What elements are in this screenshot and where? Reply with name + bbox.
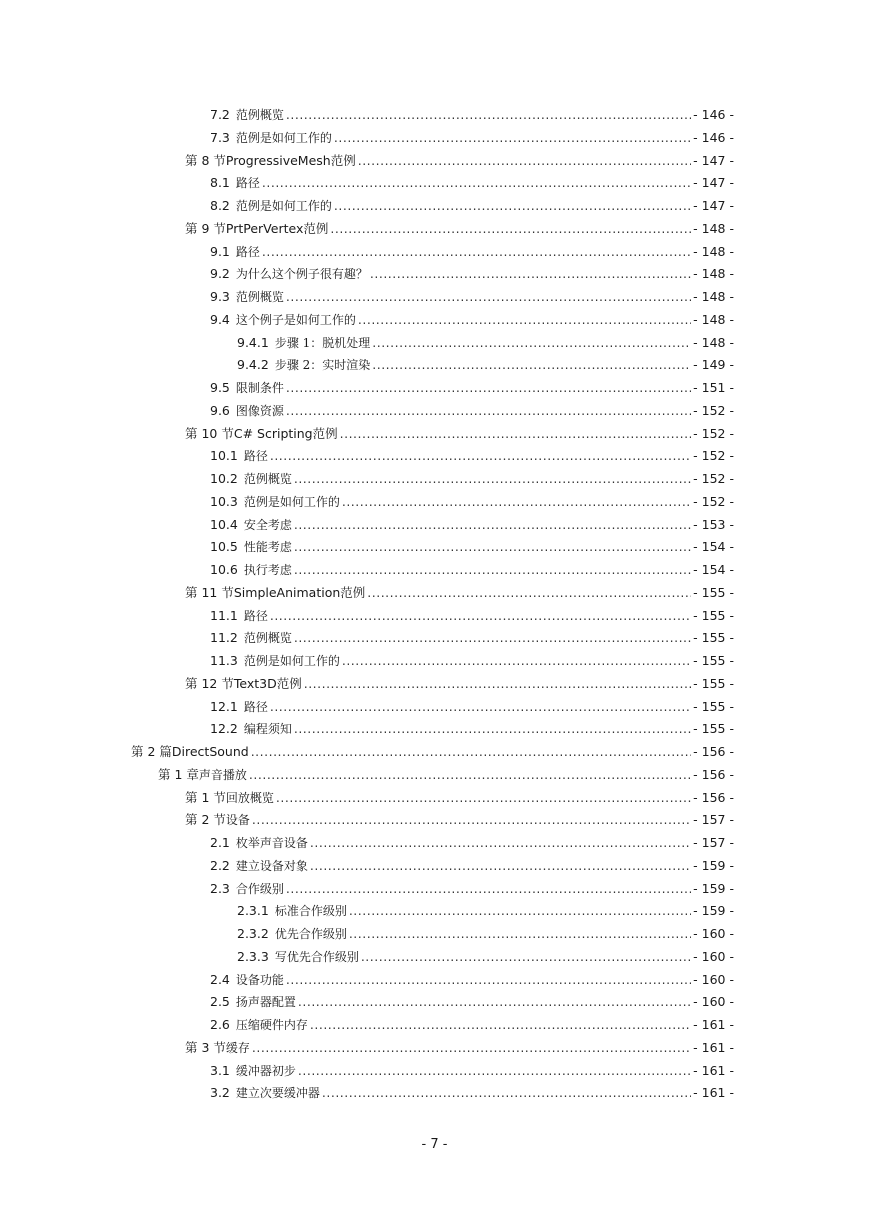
toc-entry-page: - 160 - [693, 948, 734, 964]
toc-entry-page: - 151 - [693, 380, 734, 395]
dot-leader [298, 991, 691, 1014]
dot-leader [310, 855, 691, 878]
toc-entry-page: - 153 - [693, 516, 734, 532]
toc-entry-number: 第 9 节 [185, 220, 226, 236]
toc-entry[interactable] [0, 605, 869, 628]
toc-entry-page: - 152 - [693, 425, 734, 441]
dot-leader [286, 878, 691, 901]
toc-entry-page: - 161 - [693, 1062, 734, 1078]
toc-entry-number: 12.2 [210, 721, 238, 737]
toc-entry[interactable] [0, 946, 869, 969]
toc-entry-line [210, 1060, 734, 1083]
toc-entry[interactable] [0, 263, 869, 286]
dot-leader [322, 1082, 691, 1105]
toc-entry-page: - 152 - [693, 471, 734, 486]
toc-entry[interactable] [0, 764, 869, 787]
toc-entry-title: 写优先合作级别 [274, 949, 359, 964]
toc-entry-title: 范例是如何工作的 [235, 199, 332, 213]
toc-entry-line [210, 832, 734, 855]
toc-entry-title: 步骤 2：实时渲染 [274, 358, 371, 373]
dot-leader [367, 582, 691, 605]
toc-entry[interactable] [0, 536, 869, 559]
toc-entry-title: 范例概览 [243, 631, 292, 646]
toc-entry-number: 第 2 篇 [131, 744, 172, 759]
dot-leader [342, 650, 691, 673]
dot-leader [286, 969, 691, 992]
toc-entry-number: 第 12 节 [185, 675, 234, 691]
toc-entry-page: - 146 - [693, 107, 734, 122]
toc-entry-number: 7.3 [210, 129, 230, 145]
dot-leader [270, 696, 691, 719]
toc-entry-title: 回放概览 [225, 790, 274, 805]
toc-entry[interactable] [0, 559, 869, 582]
toc-entry[interactable] [0, 991, 869, 1014]
toc-entry[interactable] [0, 741, 869, 764]
toc-entry-title: 建立次要缓冲器 [235, 1086, 320, 1101]
toc-entry-page: - 155 - [693, 721, 734, 737]
toc-entry[interactable] [0, 354, 869, 377]
toc-entry-title: PrtPerVertex范例 [225, 220, 329, 236]
toc-entry-line [210, 263, 734, 286]
toc-entry-number: 9.6 [210, 402, 230, 418]
toc-entry-number: 第 1 节 [185, 789, 226, 805]
toc-entry-title: 设备功能 [235, 972, 284, 987]
dot-leader [310, 1014, 691, 1037]
toc-entry-page: - 147 - [693, 198, 734, 213]
toc-entry[interactable] [0, 1060, 869, 1083]
toc-entry[interactable] [0, 514, 869, 537]
toc-entry-title: 范例是如何工作的 [243, 494, 340, 509]
toc-entry-number: 9.1 [210, 243, 230, 259]
dot-leader [349, 923, 691, 946]
toc-entry-page: - 152 - [693, 402, 734, 418]
toc-entry[interactable] [0, 468, 869, 491]
dot-leader [286, 104, 691, 127]
toc-entry-page: - 152 - [693, 448, 734, 464]
dot-leader [270, 605, 691, 628]
toc-entry-title: 执行考虑 [243, 563, 292, 577]
toc-entry-title: 范例概览 [243, 472, 292, 486]
toc-entry-title: 性能考虑 [243, 540, 292, 555]
dot-leader [294, 627, 691, 650]
dot-leader [340, 423, 692, 446]
toc-entry[interactable] [0, 878, 869, 901]
toc-entry-page: - 148 - [693, 243, 734, 259]
dot-leader [370, 263, 691, 286]
toc-entry-page: - 155 - [693, 675, 734, 691]
dot-leader [286, 400, 691, 423]
toc-entry[interactable] [0, 650, 869, 673]
toc-entry-number: 10.4 [210, 516, 238, 532]
toc-entry-page: - 148 - [693, 266, 734, 282]
toc-entry-title: 声音播放 [198, 767, 247, 782]
toc-entry-line [210, 991, 734, 1014]
toc-entry-line [210, 605, 734, 628]
toc-entry[interactable] [0, 195, 869, 218]
toc-entry-line [185, 809, 734, 832]
toc-entry-title: 枚举声音设备 [235, 836, 308, 850]
dot-leader [304, 673, 691, 696]
toc-entry-line [185, 787, 734, 810]
toc-entry-title: Text3D范例 [233, 675, 302, 691]
toc-entry-number: 3.2 [210, 1085, 230, 1101]
toc-entry-line [185, 150, 734, 173]
dot-leader [330, 218, 691, 241]
toc-entry[interactable] [0, 423, 869, 446]
toc-entry-number: 2.3 [210, 880, 230, 896]
toc-entry-page: - 161 - [693, 1039, 734, 1055]
toc-entry-page: - 146 - [693, 129, 734, 145]
dot-leader [252, 1037, 691, 1060]
toc-entry-line [185, 673, 734, 696]
toc-entry-number: 11.1 [210, 607, 238, 623]
dot-leader [294, 514, 691, 537]
page-number: - 7 - [421, 1137, 448, 1152]
toc-entry-page: - 156 - [693, 789, 734, 805]
toc-entry-number: 9.4.1 [237, 334, 269, 350]
toc-entry-number: 12.1 [210, 698, 238, 714]
toc-entry-line [158, 764, 734, 787]
toc-entry[interactable] [0, 582, 869, 605]
dot-leader [310, 832, 691, 855]
toc-entry-line [210, 627, 734, 650]
dot-leader [361, 946, 691, 969]
toc-entry-number: 3.1 [210, 1062, 230, 1078]
toc-entry[interactable] [0, 218, 869, 241]
toc-entry-number: 10.6 [210, 562, 238, 577]
toc-entry-title: 路径 [235, 176, 260, 191]
toc-entry-title: 合作级别 [235, 881, 284, 896]
toc-entry-title: 范例概览 [235, 108, 284, 122]
toc-entry-number: 7.2 [210, 107, 230, 122]
dot-leader [252, 809, 691, 832]
dot-leader [334, 195, 691, 218]
toc-entry-page: - 155 - [693, 698, 734, 714]
toc-entry-title: 缓存 [225, 1040, 250, 1055]
toc-entry-number: 2.5 [210, 994, 230, 1010]
toc-entry-page: - 147 - [693, 152, 734, 168]
dot-leader [276, 787, 691, 810]
toc-entry-line [210, 445, 734, 468]
dot-leader [286, 377, 691, 400]
toc-entry-number: 第 3 节 [185, 1039, 226, 1055]
toc-entry-line [210, 286, 734, 309]
toc-entry-line [210, 559, 734, 582]
toc-entry-number: 11.2 [210, 630, 238, 646]
toc-entry-number: 第 2 节 [185, 812, 226, 828]
dot-leader [270, 445, 691, 468]
toc-entry-line [210, 969, 734, 992]
toc-entry-page: - 156 - [693, 744, 734, 759]
toc-entry-line [237, 354, 734, 377]
toc-entry-line [210, 718, 734, 741]
dot-leader [249, 764, 691, 787]
toc-entry-number: 10.2 [210, 471, 238, 486]
toc-entry[interactable] [0, 241, 869, 264]
toc-entry-page: - 160 - [693, 994, 734, 1010]
toc-entry-title: 扬声器配置 [235, 995, 296, 1010]
toc-entry-page: - 159 - [693, 857, 734, 873]
toc-entry-line [210, 1014, 734, 1037]
toc-entry-number: 10.3 [210, 493, 238, 509]
toc-entry-page: - 152 - [693, 493, 734, 509]
toc-entry-page: - 149 - [693, 357, 734, 373]
toc-entry[interactable] [0, 718, 869, 741]
toc-entry[interactable] [0, 1037, 869, 1060]
toc-entry[interactable] [0, 400, 869, 423]
toc-entry-title: 这个例子是如何工作的 [235, 312, 356, 327]
dot-leader [372, 332, 691, 355]
toc-entry-number: 2.3.3 [237, 948, 269, 964]
toc-entry-line [210, 104, 734, 127]
toc-entry-page: - 159 - [693, 880, 734, 896]
toc-entry-page: - 154 - [693, 539, 734, 555]
toc-entry[interactable] [0, 696, 869, 719]
toc-entry-title: 范例概览 [235, 290, 284, 304]
toc-entry-number: 9.4.2 [237, 357, 269, 373]
toc-entry-line [210, 696, 734, 719]
toc-entry[interactable] [0, 1014, 869, 1037]
toc-entry-number: 第 8 节 [185, 152, 226, 168]
toc-entry-number: 第 10 节 [185, 425, 234, 441]
toc-entry[interactable] [0, 900, 869, 923]
toc-entry-page: - 155 - [693, 653, 734, 668]
toc-entry-number: 11.3 [210, 653, 238, 668]
toc-entry[interactable] [0, 809, 869, 832]
dot-leader [358, 150, 691, 173]
toc-entry[interactable] [0, 923, 869, 946]
toc-entry-number: 9.3 [210, 289, 230, 304]
toc-entry-line [210, 878, 734, 901]
toc-entry[interactable] [0, 150, 869, 173]
toc-entry[interactable] [0, 445, 869, 468]
toc-entry-line [237, 923, 734, 946]
toc-entry-page: - 156 - [693, 766, 734, 782]
toc-entry-title: 范例是如何工作的 [235, 130, 332, 145]
toc-entry[interactable] [0, 377, 869, 400]
toc-entry-page: - 147 - [693, 175, 734, 191]
dot-leader [298, 1060, 691, 1083]
toc-entry-number: 2.6 [210, 1017, 230, 1032]
toc-entry-title: 路径 [243, 608, 268, 623]
toc-entry[interactable] [0, 673, 869, 696]
toc-entry-line [185, 423, 734, 446]
toc-entry-line [237, 946, 734, 969]
toc-entry-line [185, 1037, 734, 1060]
toc-entry-title: C# Scripting范例 [233, 425, 338, 441]
toc-entry[interactable] [0, 832, 869, 855]
dot-leader [372, 354, 691, 377]
dot-leader [294, 536, 691, 559]
toc-entry-number: 9.4 [210, 311, 230, 327]
toc-entry-number: 10.5 [210, 539, 238, 555]
toc-entry-number: 8.2 [210, 198, 230, 213]
toc-entry-page: - 161 - [693, 1017, 734, 1032]
dot-leader [294, 718, 691, 741]
toc-entry[interactable] [0, 969, 869, 992]
dot-leader [251, 741, 691, 764]
toc-entry-line [210, 491, 734, 514]
toc-entry-number: 第 11 节 [185, 584, 234, 600]
toc-entry-title: 压缩硬件内存 [235, 1018, 308, 1032]
toc-entry-title: 编程须知 [243, 722, 292, 737]
toc-entry-title: SimpleAnimation范例 [233, 584, 366, 600]
toc-entry-number: 2.2 [210, 857, 230, 873]
toc-entry[interactable] [0, 172, 869, 195]
toc-entry-number: 10.1 [210, 448, 238, 464]
toc-entry-line [131, 741, 734, 764]
toc-entry-title: 建立设备对象 [235, 858, 308, 873]
toc-entry[interactable] [0, 104, 869, 127]
toc-entry[interactable] [0, 787, 869, 810]
toc-entry-line [210, 855, 734, 878]
toc-entry[interactable] [0, 309, 869, 332]
toc-entry-title: 优先合作级别 [274, 927, 347, 941]
toc-entry-number: 第 1 章 [158, 766, 199, 782]
toc-entry-line [185, 582, 734, 605]
dot-leader [262, 172, 691, 195]
toc-entry-page: - 159 - [693, 903, 734, 919]
toc-entry-line [210, 241, 734, 264]
toc-entry-page: - 155 - [693, 607, 734, 623]
toc-entry-title: 路径 [235, 244, 260, 259]
toc-entry-number: 9.5 [210, 380, 230, 395]
toc-entry[interactable] [0, 286, 869, 309]
toc-entry-number: 9.2 [210, 266, 230, 282]
toc-entry-page: - 148 - [693, 311, 734, 327]
dot-leader [349, 900, 691, 923]
toc-entry-page: - 155 - [693, 584, 734, 600]
toc-entry-page: - 157 - [693, 812, 734, 828]
table-of-contents [0, 104, 869, 1105]
toc-entry-title: 范例是如何工作的 [243, 654, 340, 668]
toc-entry-line [237, 332, 734, 355]
toc-entry-number: 2.1 [210, 835, 230, 850]
toc-entry-title: 步骤 1：脱机处理 [274, 335, 371, 350]
toc-entry-page: - 157 - [693, 835, 734, 850]
toc-entry-line [185, 218, 734, 241]
toc-entry-number: 8.1 [210, 175, 230, 191]
dot-leader [294, 559, 691, 582]
toc-entry-number: 2.3.1 [237, 903, 269, 919]
toc-entry-line [210, 514, 734, 537]
toc-entry-page: - 148 - [693, 289, 734, 304]
toc-entry-title: ProgressiveMesh范例 [225, 152, 356, 168]
toc-entry[interactable] [0, 332, 869, 355]
toc-entry-title: 安全考虑 [243, 517, 292, 532]
toc-entry-page: - 161 - [693, 1085, 734, 1101]
toc-entry-title: 设备 [225, 813, 250, 828]
toc-entry-line [210, 195, 734, 218]
toc-entry-title: 路径 [243, 449, 268, 464]
toc-entry-line [237, 900, 734, 923]
dot-leader [262, 241, 691, 264]
toc-entry-line [210, 377, 734, 400]
toc-entry[interactable] [0, 1082, 869, 1105]
toc-entry-number: 2.3.2 [237, 926, 269, 941]
dot-leader [294, 468, 691, 491]
toc-entry-page: - 154 - [693, 562, 734, 577]
toc-entry-page: - 148 - [693, 334, 734, 350]
toc-entry-line [210, 468, 734, 491]
dot-leader [342, 491, 691, 514]
toc-entry[interactable] [0, 491, 869, 514]
toc-entry[interactable] [0, 855, 869, 878]
toc-entry-page: - 155 - [693, 630, 734, 646]
toc-entry-line [210, 1082, 734, 1105]
toc-entry-page: - 148 - [693, 220, 734, 236]
toc-entry-line [210, 650, 734, 673]
toc-entry-title: 图像资源 [235, 403, 284, 418]
toc-entry-line [210, 400, 734, 423]
toc-entry-page: - 160 - [693, 971, 734, 987]
toc-entry[interactable] [0, 627, 869, 650]
toc-entry-title: 缓冲器初步 [235, 1063, 296, 1078]
toc-entry-line [210, 536, 734, 559]
toc-entry-number: 2.4 [210, 971, 230, 987]
dot-leader [334, 127, 691, 150]
toc-entry-line [210, 127, 734, 150]
toc-entry-line [210, 309, 734, 332]
toc-entry-line [210, 172, 734, 195]
dot-leader [358, 309, 691, 332]
toc-entry[interactable] [0, 127, 869, 150]
toc-entry-page: - 160 - [693, 926, 734, 941]
dot-leader [286, 286, 691, 309]
toc-entry-title: 限制条件 [235, 381, 284, 395]
toc-entry-title: 路径 [243, 699, 268, 714]
toc-entry-title: DirectSound [171, 744, 249, 759]
toc-entry-title: 为什么这个例子很有趣？ [235, 267, 368, 282]
toc-entry-title: 标准合作级别 [274, 904, 347, 919]
